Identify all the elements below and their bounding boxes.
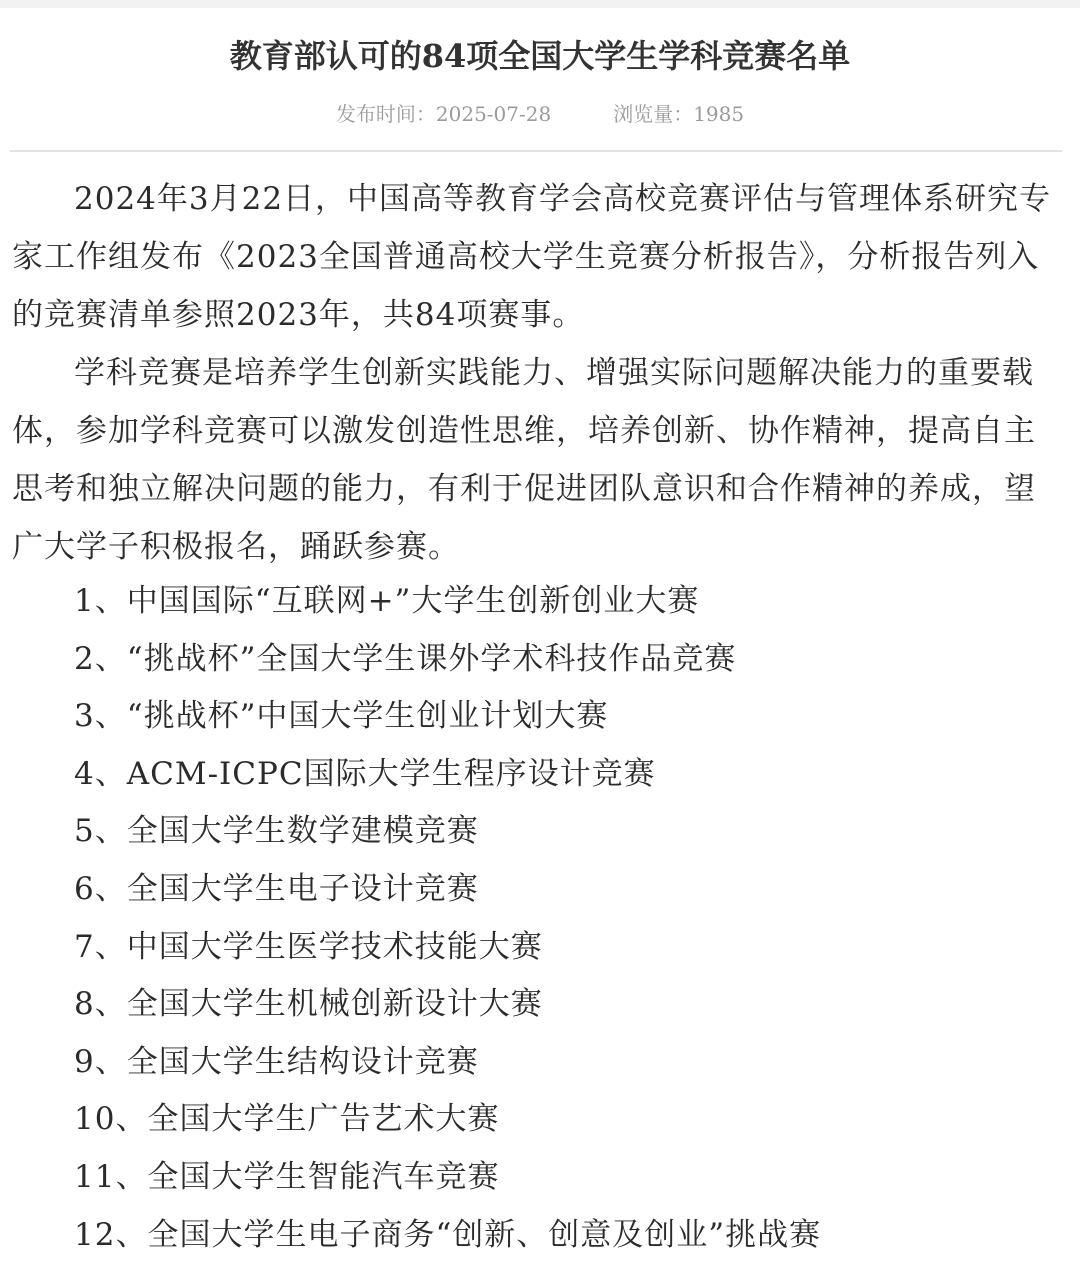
list-item: 10、全国大学生广告艺术大赛: [74, 1101, 500, 1138]
list-item: 7、中国大学生医学技术技能大赛: [74, 928, 543, 965]
list-item: 12、全国大学生电子商务“创新、创意及创业”挑战赛: [74, 1216, 822, 1253]
list-item: 5、全国大学生数学建模竞赛: [74, 813, 479, 850]
list-item: 8、全国大学生机械创新设计大赛: [74, 986, 543, 1023]
article-body: [12, 170, 1064, 576]
intro-paragraph: 2024年3月22日，中国高等教育学会高校竞赛评估与管理体系研究专家工作组发布《2023全国普通高校大学生竞赛分析报告》，分析报告列入的竞赛清单参照2023年，共84项赛事。: [12, 181, 1052, 333]
view-count: 浏览量：1985: [613, 102, 745, 126]
list-item: 3、“挑战杯”中国大学生创业计划大赛: [74, 698, 609, 735]
article-meta: [0, 96, 1080, 132]
list-item: 4、ACM-ICPC国际大学生程序设计竞赛: [74, 755, 656, 792]
list-item: 9、全国大学生结构设计竞赛: [74, 1043, 479, 1080]
list-item: 6、全国大学生电子设计竞赛: [74, 870, 479, 907]
competition-list: [74, 573, 1064, 1264]
list-item: 2、“挑战杯”全国大学生课外学术科技作品竞赛: [74, 640, 737, 677]
purpose-paragraph: 学科竞赛是培养学生创新实践能力、增强实际问题解决能力的重要载体，参加学科竞赛可以激发创造性思维，培养创新、协作精神，提高自主思考和独立解决问题的能力，有利于促进团队意识和合作精神的养成，望广大学子积极报名，踊跃参赛。: [12, 355, 1036, 565]
list-item: 11、全国大学生智能汽车竞赛: [74, 1158, 500, 1195]
article-title: 教育部认可的84项全国大学生学科竞赛名单: [229, 37, 851, 75]
publish-date: 发布时间：2025-07-28: [335, 102, 552, 126]
divider: [10, 150, 1062, 152]
top-strip: [0, 0, 1080, 8]
list-item: 1、中国国际“互联网+”大学生创新创业大赛: [74, 583, 700, 619]
